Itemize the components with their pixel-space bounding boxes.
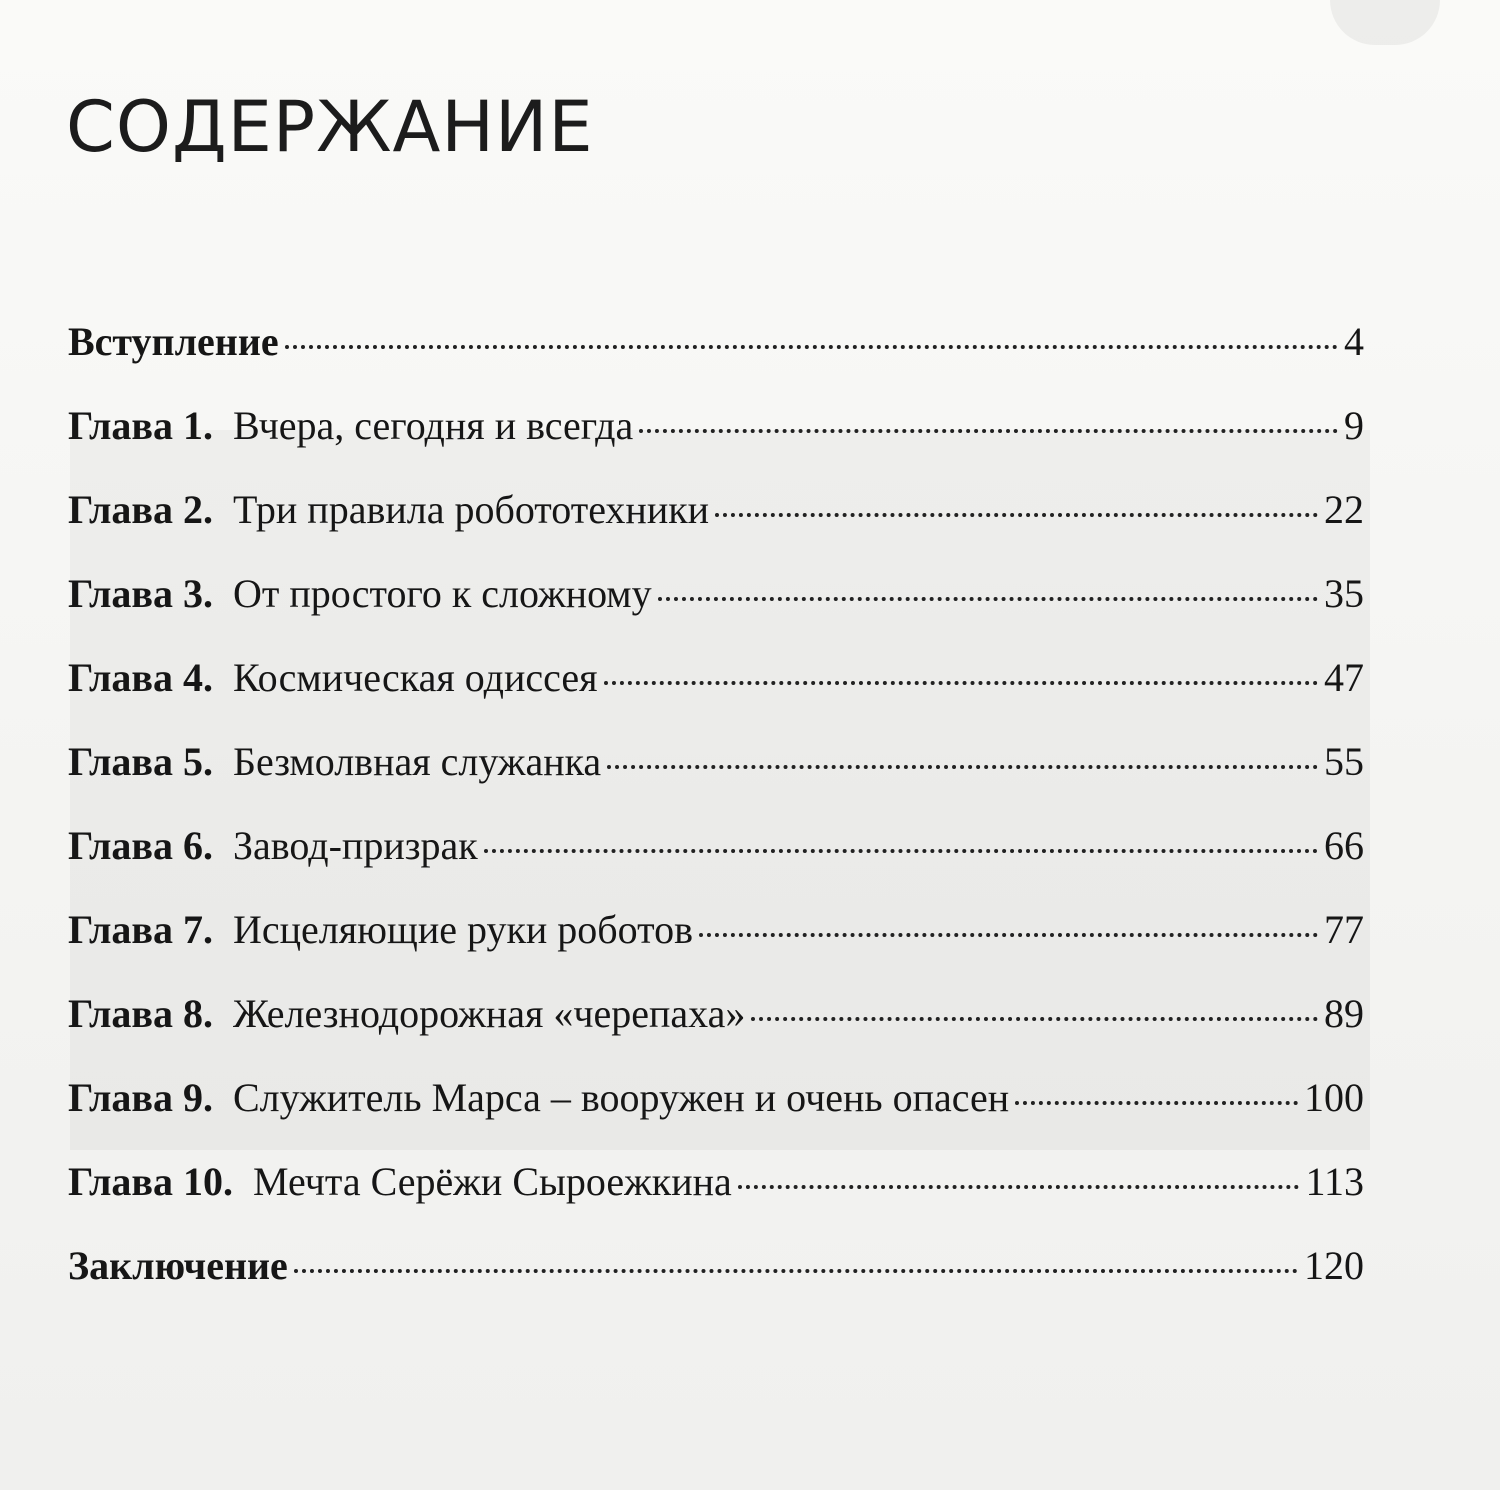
toc-page-number: 47 (1324, 655, 1364, 700)
toc-entry-label (68, 318, 279, 365)
toc-entry[interactable] (68, 570, 1364, 654)
toc-chapter-number: Вступление (68, 319, 279, 364)
toc-entry-label (68, 906, 693, 953)
toc-dot-leader (658, 597, 1318, 601)
toc-entry[interactable] (68, 1242, 1364, 1326)
toc-entry[interactable] (68, 486, 1364, 570)
toc-dot-leader (639, 429, 1338, 433)
toc-page-number: 22 (1324, 487, 1364, 532)
toc-entry[interactable] (68, 1158, 1364, 1242)
toc-chapter-number: Глава 5. (68, 739, 213, 784)
toc-chapter-number: Глава 8. (68, 991, 213, 1036)
toc-page-number: 35 (1324, 571, 1364, 616)
toc-chapter-number: Глава 2. (68, 487, 213, 532)
toc-dot-leader (751, 1017, 1318, 1021)
toc-chapter-title: Служитель Марса – вооружен и очень опасен (232, 1075, 1010, 1120)
toc-page-number: 9 (1344, 403, 1364, 448)
toc-chapter-title: Вчера, сегодня и всегда (232, 403, 634, 448)
toc-page-number: 100 (1304, 1075, 1364, 1120)
toc-entry[interactable] (68, 906, 1364, 990)
toc-chapter-number: Заключение (68, 1243, 288, 1288)
toc-dot-leader (715, 513, 1318, 517)
page-title: СОДЕРЖАНИЕ (66, 86, 594, 168)
toc-dot-leader (607, 765, 1318, 769)
toc-chapter-title: От простого к сложному (232, 571, 652, 616)
toc-chapter-title: Три правила робототехники (232, 487, 710, 532)
toc-entry[interactable] (68, 402, 1364, 486)
toc-chapter-title: Железнодорожная «черепаха» (232, 991, 746, 1036)
toc-page-number: 4 (1344, 319, 1364, 364)
toc-entry[interactable] (68, 738, 1364, 822)
toc-dot-leader (1015, 1101, 1298, 1105)
toc-entry[interactable] (68, 318, 1364, 402)
toc-entry[interactable] (68, 654, 1364, 738)
toc-entry-label (68, 570, 652, 617)
toc-chapter-number: Глава 6. (68, 823, 213, 868)
toc-chapter-number: Глава 9. (68, 1075, 213, 1120)
toc-chapter-title: Космическая одиссея (232, 655, 598, 700)
toc-entry-label (68, 990, 745, 1037)
toc-entry-label (68, 402, 633, 449)
toc-chapter-title: Исцеляющие руки роботов (232, 907, 693, 952)
toc-chapter-number: Глава 4. (68, 655, 213, 700)
toc-dot-leader (699, 933, 1318, 937)
toc-page-number: 66 (1324, 823, 1364, 868)
toc-entry-label (68, 486, 709, 533)
toc-dot-leader (604, 681, 1319, 685)
toc-dot-leader (285, 345, 1338, 349)
toc-chapter-number: Глава 1. (68, 403, 213, 448)
toc-page-number: 113 (1305, 1159, 1364, 1204)
toc-entry-label (68, 1074, 1009, 1121)
toc-chapter-title: Завод-призрак (232, 823, 478, 868)
toc-page-number: 89 (1324, 991, 1364, 1036)
table-of-contents (68, 318, 1364, 1326)
toc-page-number: 77 (1324, 907, 1364, 952)
toc-chapter-title: Мечта Серёжи Сыроежкина (252, 1159, 732, 1204)
toc-entry[interactable] (68, 822, 1364, 906)
toc-entry-label (68, 1242, 288, 1289)
toc-dot-leader (484, 849, 1318, 853)
toc-chapter-number: Глава 3. (68, 571, 213, 616)
toc-page-number: 120 (1304, 1243, 1364, 1288)
toc-entry[interactable] (68, 1074, 1364, 1158)
toc-page-number: 55 (1324, 739, 1364, 784)
toc-chapter-number: Глава 7. (68, 907, 213, 952)
toc-dot-leader (738, 1185, 1300, 1189)
toc-chapter-title: Безмолвная служанка (232, 739, 602, 784)
toc-entry-label (68, 1158, 732, 1205)
toc-entry-label (68, 654, 598, 701)
corner-stamp-shadow (1330, 0, 1440, 45)
toc-chapter-number: Глава 10. (68, 1159, 233, 1204)
toc-entry[interactable] (68, 990, 1364, 1074)
toc-dot-leader (294, 1269, 1298, 1273)
toc-entry-label (68, 738, 601, 785)
toc-entry-label (68, 822, 478, 869)
